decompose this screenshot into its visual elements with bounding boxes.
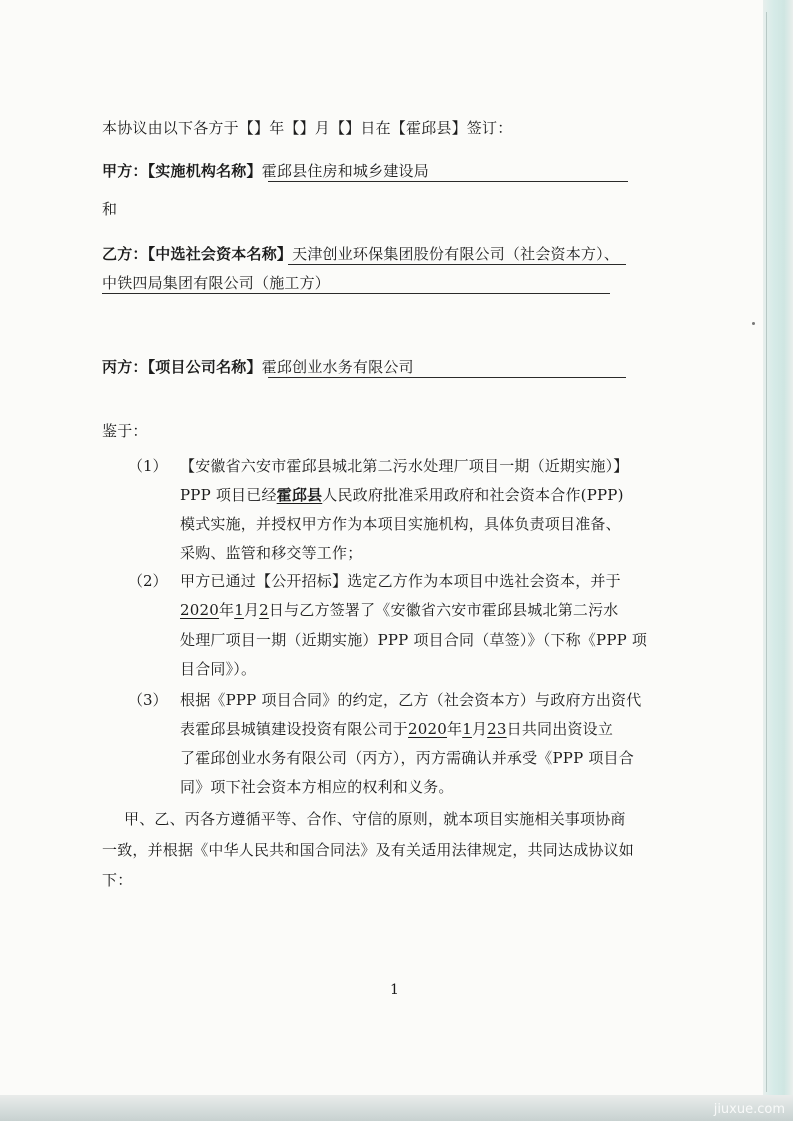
scan-edge-line — [766, 12, 767, 1092]
clause-3-line-2 — [180, 719, 613, 739]
party-a-label: 甲方： — [102, 162, 148, 180]
clause-3-day: 23 — [487, 720, 507, 738]
intro-line: 本协议由以下各方于【】年【】月【】日在【霍邱县】签订： — [102, 119, 513, 137]
clause-3-investor: 表霍邱县城镇建设投资有限公司于 — [180, 720, 409, 738]
clause-1-line-2 — [180, 485, 624, 505]
clause-3-number: （3） — [128, 691, 168, 709]
clause-1-ppp-text: PPP 项目已经 — [180, 486, 277, 504]
closing-line-3: 下： — [102, 871, 133, 889]
clause-3-rest: 日共同出资设立 — [506, 720, 614, 738]
page-number: 1 — [390, 982, 399, 998]
scan-bottom-edge — [0, 1095, 793, 1121]
closing-line-1: 甲、乙、丙各方遵循平等、合作、守信的原则，就本项目实施相关事项协商 — [124, 810, 626, 828]
scan-speck — [752, 322, 755, 325]
party-c-name: 霍邱创业水务有限公司 — [261, 358, 414, 376]
party-a-tag: 【实施机构名称】 — [147, 162, 262, 180]
party-b-name-line1: 天津创业环保集团股份有限公司（社会资本方）、 — [292, 245, 620, 263]
clause-3-line-3: 了霍邱创业水务有限公司（丙方），丙方需确认并承受《PPP 项目合 — [180, 749, 634, 767]
clause-3-line-4: 同》项下社会资本方相应的权利和义务。 — [180, 778, 454, 796]
clause-2-year: 2020 — [180, 601, 219, 619]
party-a-underline — [268, 181, 628, 182]
clause-1-approval-text: 人民政府批准采用政府和社会资本合作(PPP) — [322, 486, 624, 504]
party-b-label: 乙方： — [102, 245, 148, 263]
clause-3-month: 1 — [462, 720, 472, 738]
party-b-line — [102, 244, 619, 264]
clause-1-line-3: 模式实施，并授权甲方作为本项目实施机构，具体负责项目准备、 — [180, 515, 621, 533]
scan-right-edge — [763, 0, 793, 1121]
clause-1-number: （1） — [128, 457, 168, 475]
party-c-underline — [268, 377, 626, 378]
clause-2-rest: 日与乙方签署了《安徽省六安市霍邱县城北第二污水 — [268, 601, 619, 619]
clause-1-line-4: 采购、监管和移交等工作； — [180, 544, 363, 562]
clause-2-day: 2 — [259, 601, 269, 619]
clause-1-county: 霍邱县 — [276, 486, 323, 504]
party-b-underline-1 — [288, 264, 626, 265]
clause-2-line-3: 处理厂项目一期（近期实施）PPP 项目合同（草签）》（下称《PPP 项 — [180, 631, 648, 649]
party-a-line — [102, 161, 429, 181]
party-a-name: 霍邱县住房和城乡建设局 — [261, 162, 429, 180]
clause-2-year-unit: 年 — [218, 601, 235, 619]
party-b-underline-2 — [102, 293, 610, 294]
clause-3-year-unit: 年 — [447, 720, 463, 738]
clause-2-month-unit: 月 — [243, 601, 260, 619]
whereas-title: 鉴于： — [102, 422, 148, 440]
and-word: 和 — [102, 200, 118, 218]
party-c-label: 丙方： — [102, 358, 148, 376]
clause-2-line-2 — [180, 600, 619, 620]
clause-1-line-1: 【安徽省六安市霍邱县城北第二污水处理厂项目一期（近期实施）】 — [180, 457, 629, 475]
clause-2-month: 1 — [234, 601, 244, 619]
clause-2-line-1: 甲方已通过【公开招标】选定乙方作为本项目中选社会资本，并于 — [180, 572, 621, 590]
party-b-tag: 【中选社会资本名称】 — [147, 245, 293, 263]
clause-2-number: （2） — [128, 572, 168, 590]
party-b-name-line2: 中铁四局集团有限公司（施工方） — [102, 274, 331, 292]
watermark: jiuxue.com — [713, 1102, 785, 1117]
clause-2-line-4: 目合同》）。 — [180, 660, 257, 678]
party-c-tag: 【项目公司名称】 — [147, 358, 262, 376]
clause-3-month-unit: 月 — [471, 720, 488, 738]
party-c-line — [102, 357, 414, 377]
clause-3-year: 2020 — [408, 720, 447, 738]
closing-line-2: 一致，并根据《中华人民共和国合同法》及有关适用法律规定，共同达成协议如 — [102, 841, 635, 859]
clause-3-line-1: 根据《PPP 项目合同》的约定，乙方（社会资本方）与政府方出资代 — [180, 691, 642, 709]
